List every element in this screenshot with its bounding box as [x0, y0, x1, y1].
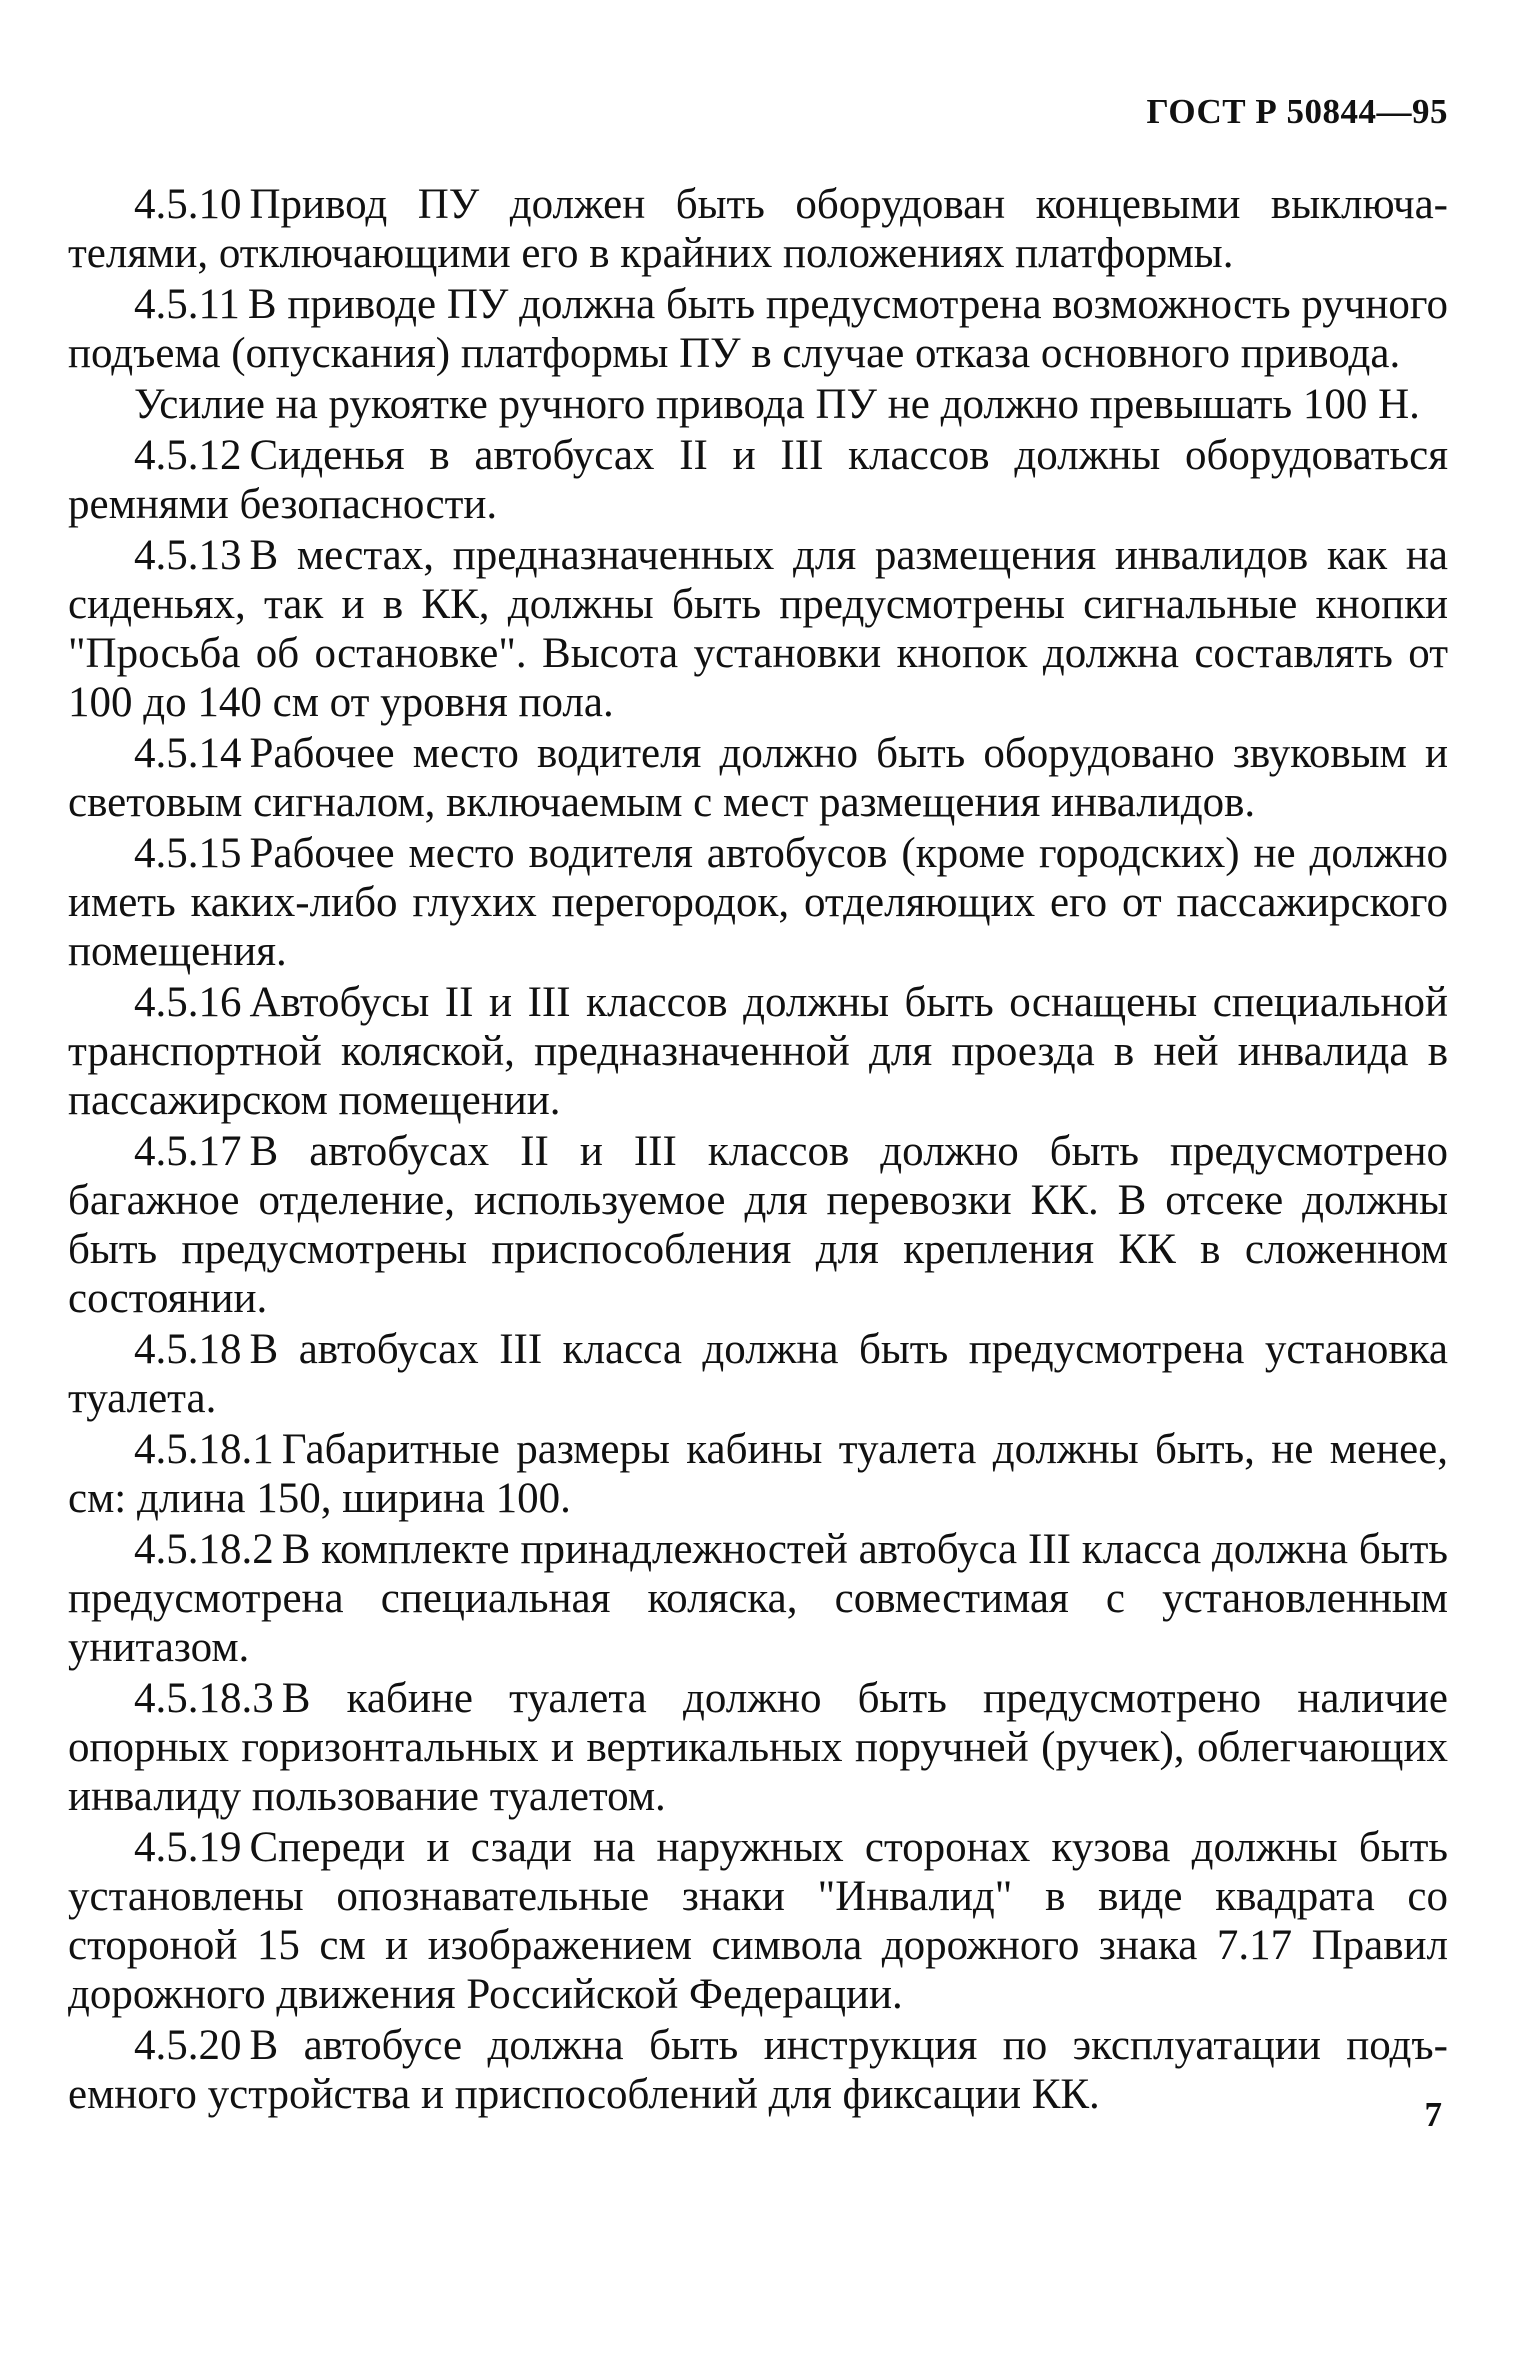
paragraph-text: В комплекте принадлежностей автобуса III класса должна быть предусмотрена специальная коляска, совместимая с установленным унитазом. [68, 1526, 1448, 1671]
page-number: 7 [1424, 2095, 1442, 2134]
paragraph-text: Рабочее место водителя должно быть оборудовано звуковым и световым сигналом, включаемым с мест размещения инвалидов. [68, 730, 1448, 826]
paragraph-text: В автобусах III класса должна быть предусмотрена установка туалета. [68, 1326, 1448, 1422]
paragraph-4-5-20 [68, 2021, 1448, 2119]
paragraph-number: 4.5.18 [134, 1326, 242, 1373]
paragraph-4-5-17 [68, 1127, 1448, 1323]
paragraph-text: Сиденья в автобусах II и III классов должны оборудоваться ремнями безопасности. [68, 432, 1448, 528]
paragraph-number: 4.5.10 [134, 181, 242, 228]
paragraph-4-5-18 [68, 1325, 1448, 1423]
paragraph-4-5-16 [68, 978, 1448, 1125]
paragraph-4-5-10 [68, 180, 1448, 278]
paragraph-4-5-12 [68, 431, 1448, 529]
paragraph-4-5-18-3 [68, 1674, 1448, 1821]
paragraph-4-5-19 [68, 1823, 1448, 2019]
paragraph-text: В автобусе должна быть инструкция по эксплуатации подъемного устройства и приспособлений для фиксации КК. [68, 2022, 1448, 2118]
paragraph-number: 4.5.19 [134, 1824, 242, 1871]
paragraph-4-5-14 [68, 729, 1448, 827]
paragraph-text: В автобусах II и III классов должно быть предусмотрено багажное отделение, используемое для перевозки КК. В отсеке должны быть предусмотрены приспособления для крепления КК в сложенном состоянии. [68, 1128, 1448, 1322]
paragraph-4-5-13 [68, 531, 1448, 727]
paragraph-4-5-18-1 [68, 1425, 1448, 1523]
paragraph-4-5-11 [68, 280, 1448, 378]
paragraph-text: Усилие на рукоятке ручного привода ПУ не должно превышать 100 Н. [134, 381, 1420, 428]
paragraph-number: 4.5.13 [134, 532, 242, 579]
paragraph-number: 4.5.14 [134, 730, 242, 777]
paragraph-number: 4.5.15 [134, 830, 242, 877]
paragraph-number: 4.5.11 [134, 281, 240, 328]
document-code-header: ГОСТ Р 50844—95 [1146, 92, 1448, 131]
paragraph-4-5-18-2 [68, 1525, 1448, 1672]
paragraph-4-5-15 [68, 829, 1448, 976]
paragraph-number: 4.5.18.3 [134, 1675, 274, 1722]
paragraph-text: Привод ПУ должен быть оборудован концевыми выключателями, отключающими его в крайних положениях платформы. [68, 181, 1448, 277]
paragraph-text: В приводе ПУ должна быть предусмотрена возможность ручного подъема (опускания) платформы ПУ в случае отказа основного привода. [68, 281, 1448, 377]
paragraph-number: 4.5.17 [134, 1128, 242, 1175]
paragraph-4-5-11-force [68, 380, 1448, 429]
paragraph-text: В кабине туалета должно быть предусмотрено наличие опорных горизонтальных и вертикальных поручней (ручек), облегчающих инвалиду пользование туалетом. [68, 1675, 1448, 1820]
paragraph-text: В местах, предназначенных для размещения инвалидов как на сиденьях, так и в КК, должны быть предусмотрены сигнальные кнопки "Просьба об остановке". Высота установки кнопок должна составлять от 100 до 140 см от уровня пола. [68, 532, 1448, 726]
paragraph-number: 4.5.20 [134, 2022, 242, 2069]
paragraph-text: Спереди и сзади на наружных сторонах кузова должны быть установлены опознавательные знаки "Инвалид" в виде квадрата со стороной 15 см и изображением символа дорожного знака 7.17 Правил дорожного движения Российской Федерации. [68, 1824, 1448, 2018]
paragraph-number: 4.5.18.2 [134, 1526, 274, 1573]
paragraph-number: 4.5.18.1 [134, 1426, 274, 1473]
paragraph-text: Рабочее место водителя автобусов (кроме городских) не должно иметь каких-либо глухих перегородок, отделяющих его от пассажирского помещения. [68, 830, 1448, 975]
paragraph-text: Автобусы II и III классов должны быть оснащены специальной транспортной коляской, предназначенной для проезда в ней инвалида в пассажирском помещении. [68, 979, 1448, 1124]
paragraph-text: Габаритные размеры кабины туалета должны быть, не менее, см: длина 150, ширина 100. [68, 1426, 1448, 1522]
paragraph-number: 4.5.16 [134, 979, 242, 1026]
document-body [68, 180, 1448, 2121]
paragraph-number: 4.5.12 [134, 432, 242, 479]
